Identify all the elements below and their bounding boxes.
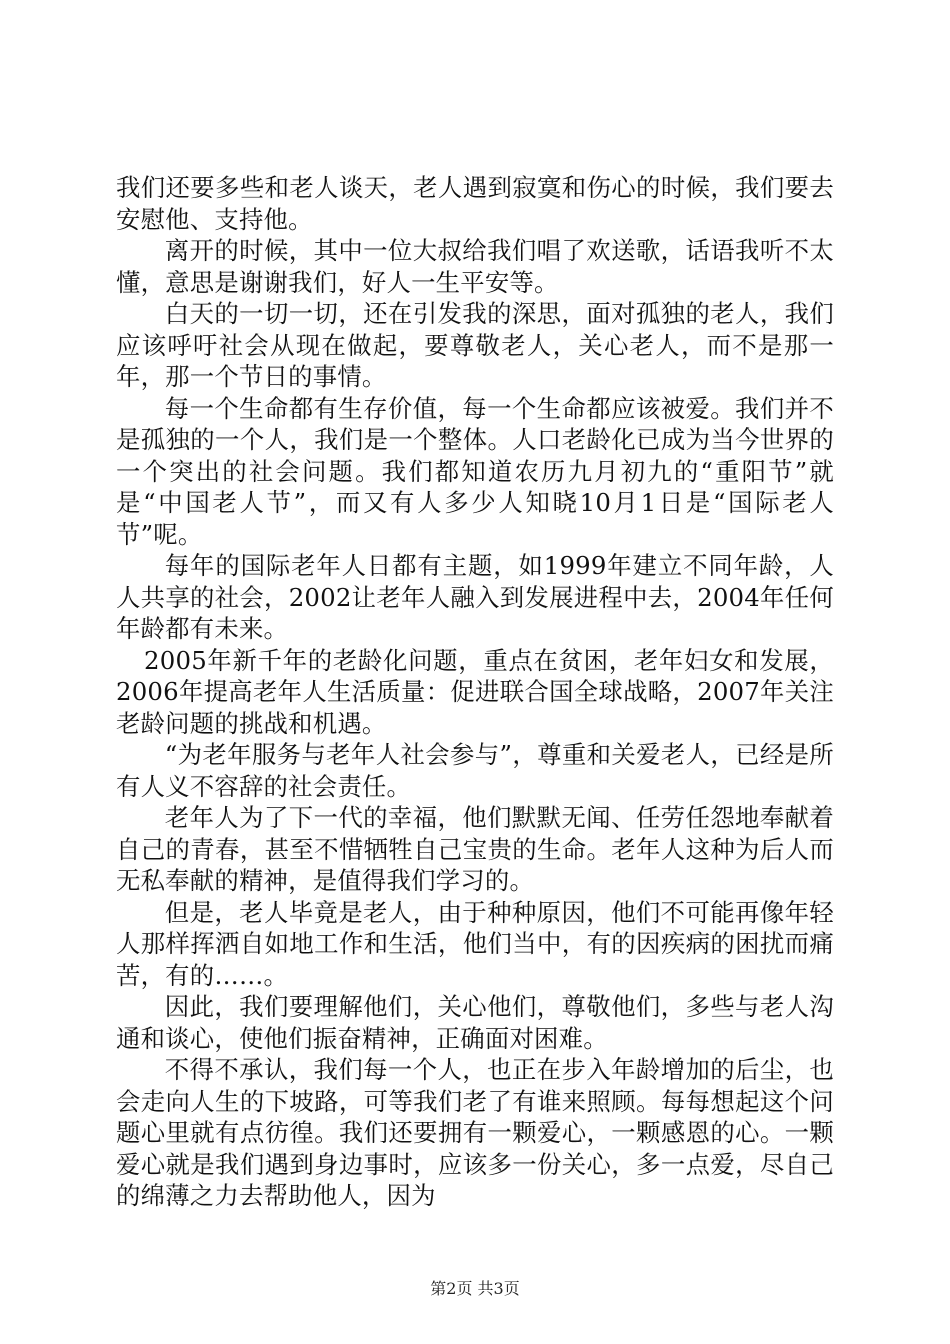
paragraph: 每年的国际老年人日都有主题，如1999年建立不同年龄，人人共享的社会，2002让老年人融入到发展进程中去，2004年任何年龄都有未来。 xyxy=(116,551,834,643)
paragraph: 每一个生命都有生存价值，每一个生命都应该被爱。我们并不是孤独的一个人，我们是一个整体。人口老龄化已成为当今世界的一个突出的社会问题。我们都知道农历九月初九的“重阳节”就是“中国老人节”，而又有人多少人知晓10月1日是“国际老人节”呢。 xyxy=(116,393,834,549)
page-footer: 第2页 共3页 xyxy=(430,1279,520,1298)
paragraph: 但是，老人毕竟是老人，由于种种原因，他们不可能再像年轻人那样挥洒自如地工作和生活，他们当中，有的因疾病的困扰而痛苦，有的……。 xyxy=(116,897,834,990)
document-body xyxy=(116,172,834,1212)
paragraph: 不得不承认，我们每一个人，也正在步入年龄增加的后尘，也会走向人生的下坡路，可等我们老了有谁来照顾。每每想起这个问题心里就有点彷徨。我们还要拥有一颗爱心，一颗感恩的心。一颗爱心就是我们遇到身边事时，应该多一份关心，多一点爱，尽自己的绵薄之力去帮助他人，因为 xyxy=(116,1055,834,1210)
paragraph: 白天的一切一切，还在引发我的深思，面对孤独的老人，我们应该呼吁社会从现在做起，要尊敬老人，关心老人，而不是那一年，那一个节日的事情。 xyxy=(116,299,834,391)
paragraph: 因此，我们要理解他们，关心他们，尊敬他们，多些与老人沟通和谈心，使他们振奋精神，正确面对困难。 xyxy=(116,992,834,1053)
paragraph: 2005年新千年的老龄化问题，重点在贫困，老年妇女和发展，2006年提高老年人生活质量：促进联合国全球战略，2007年关注老龄问题的挑战和机遇。 xyxy=(116,645,834,738)
paragraph: 我们还要多些和老人谈天，老人遇到寂寞和伤心的时候，我们要去安慰他、支持他。 xyxy=(116,173,834,234)
paragraph: 老年人为了下一代的幸福，他们默默无闻、任劳任怨地奉献着自己的青春，甚至不惜牺牲自己宝贵的生命。老年人这种为后人而无私奉献的精神，是值得我们学习的。 xyxy=(116,803,834,895)
paragraph: “为老年服务与老年人社会参与”，尊重和关爱老人，已经是所有人义不容辞的社会责任。 xyxy=(116,740,834,801)
paragraph: 离开的时候，其中一位大叔给我们唱了欢送歌，话语我听不太懂，意思是谢谢我们，好人一生平安等。 xyxy=(116,236,834,297)
